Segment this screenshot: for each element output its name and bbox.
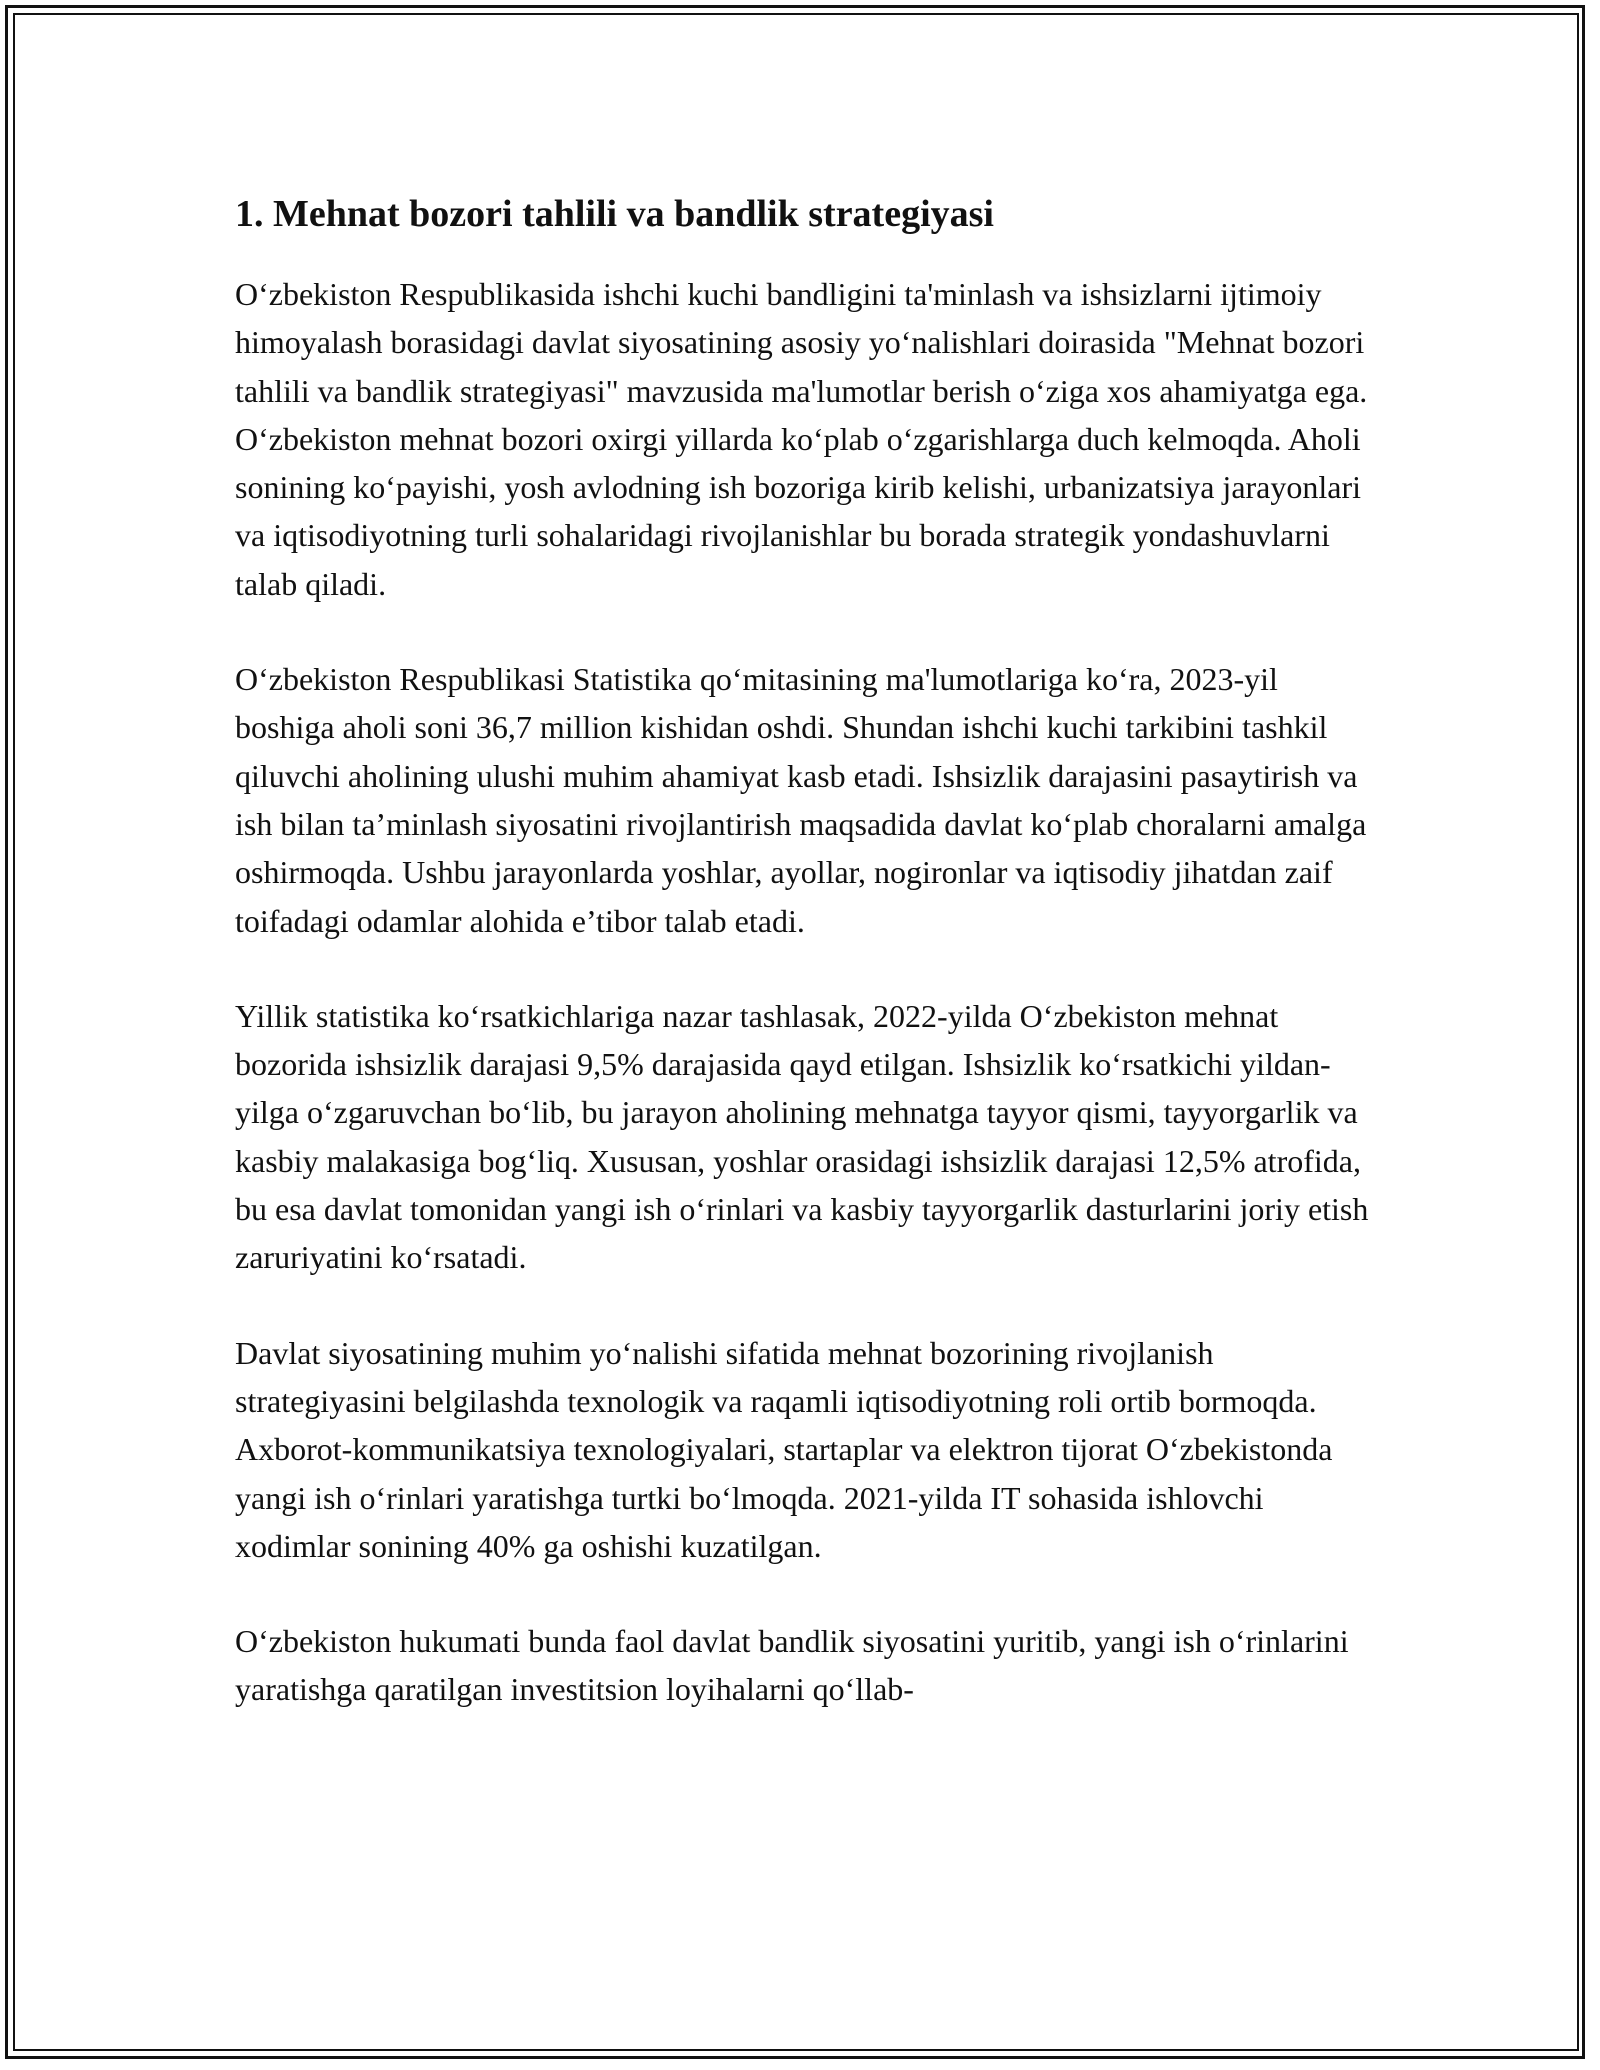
paragraph-government-policy: O‘zbekiston hukumati bunda faol davlat bandlik siyosatini yuritib, yangi ish o‘rinlarini yaratishga qaratilgan investitsion loyihalarni qo‘llab- xyxy=(235,1623,1349,1708)
document-body xyxy=(235,186,1375,1761)
paragraph-population: O‘zbekiston Respublikasi Statistika qo‘mitasining ma'lumotlariga ko‘ra, 2023-yil boshiga aholi soni 36,7 million kishidan oshdi. Shundan ishchi kuchi tarkibini tashkil qiluvchi aholining ulushi muhim ahamiyat kasb etadi. Ishsizlik darajasini pasaytirish va ish bilan ta’minlash siyosatini rivojlantirish maqsadida davlat ko‘plab choralarni amalga oshirmoqda. Ushbu jarayonlarda yoshlar, ayollar, nogironlar va iqtisodiy jihatdan zaif toifadagi odamlar alohida e’tibor talab etadi. xyxy=(235,661,1367,939)
paragraph-digital-economy: Davlat siyosatining muhim yo‘nalishi sifatida mehnat bozorining rivojlanish strategiyasini belgilashda texnologik va raqamli iqtisodiyotning roli ortib bormoqda. Axborot-kommunikatsiya texnologiyalari, startaplar va elektron tijorat O‘zbekistonda yangi ish o‘rinlari yaratishga turtki bo‘lmoqda. 2021-yilda IT sohasida ishlovchi xodimlar sonining 40% ga oshishi kuzatilgan. xyxy=(235,1334,1333,1564)
section-heading: 1. Mehnat bozori tahlili va bandlik strategiyasi xyxy=(235,193,994,235)
paragraph-unemployment-statistics: Yillik statistika ko‘rsatkichlariga nazar tashlasak, 2022-yilda O‘zbekiston mehnat bozorida ishsizlik darajasi 9,5% darajasida qayd etilgan. Ishsizlik ko‘rsatkichi yildan-yilga o‘zgaruvchan bo‘lib, bu jarayon aholining mehnatga tayyor qismi, tayyorgarlik va kasbiy malakasiga bog‘liq. Xususan, yoshlar orasidagi ishsizlik darajasi 12,5% atrofida, bu esa davlat tomonidan yangi ish o‘rinlari va kasbiy tayyorgarlik dasturlarini joriy etish zaruriyatini ko‘rsatadi. xyxy=(235,997,1369,1276)
paragraph-intro: O‘zbekiston Respublikasida ishchi kuchi bandligini ta'minlash va ishsizlarni ijtimoiy himoyalash borasidagi davlat siyosatining asosiy yo‘nalishlari doirasida "Mehnat bozori tahlili va bandlik strategiyasi" mavzusida ma'lumotlar berish o‘ziga xos ahamiyatga ega. O‘zbekiston mehnat bozori oxirgi yillarda ko‘plab o‘zgarishlarga duch kelmoqda. Aholi sonining ko‘payishi, yosh avlodning ish bozoriga kirib kelishi, urbanizatsiya jarayonlari va iqtisodiyotning turli sohalaridagi rivojlanishlar bu borada strategik yondashuvlarni talab qiladi. xyxy=(235,276,1368,602)
